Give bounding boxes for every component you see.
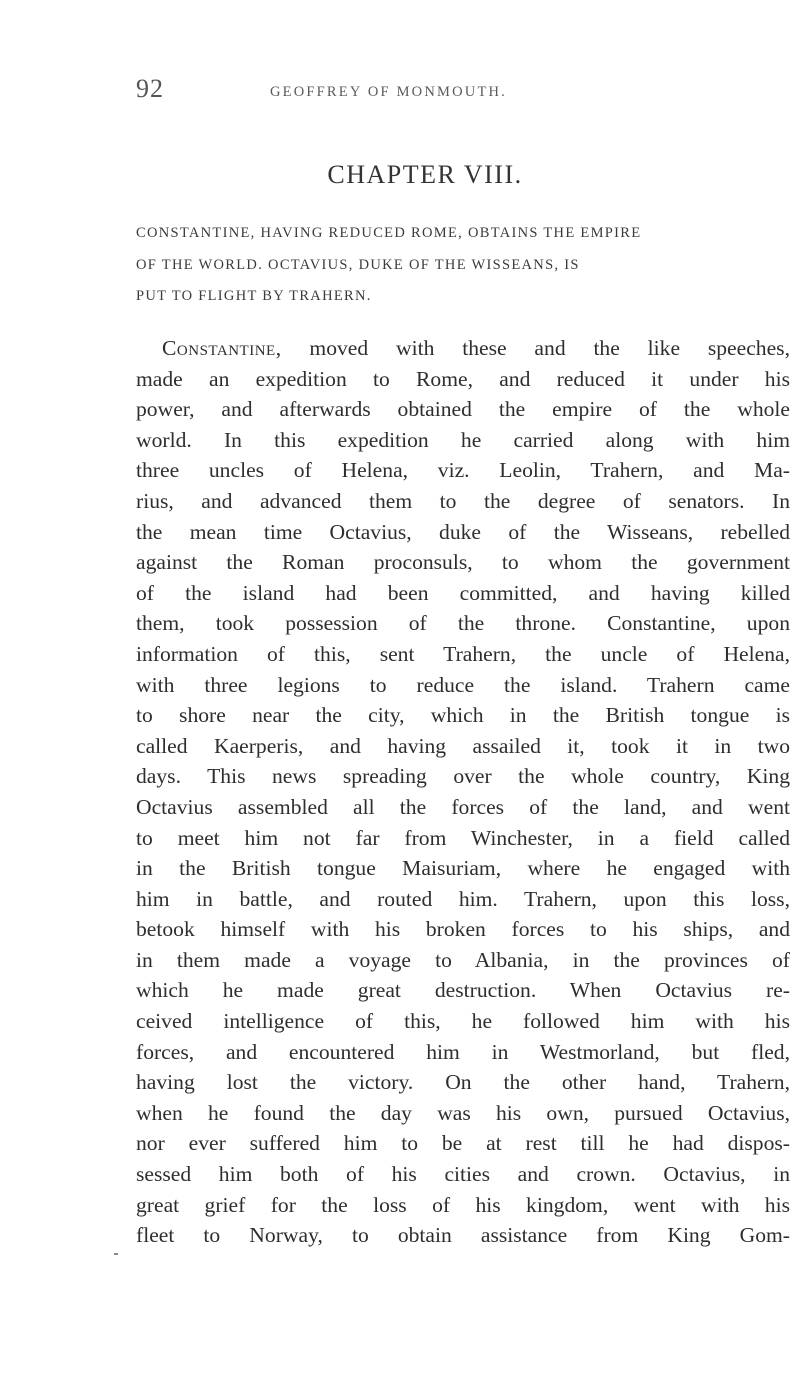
body-line: world. In this expedition he carried along with him bbox=[136, 427, 790, 452]
body-line: rius, and advanced them to the degree of senators. In bbox=[136, 488, 790, 513]
running-head: GEOFFREY OF MONMOUTH. bbox=[270, 84, 508, 100]
body-line: him in battle, and routed him. Trahern, upon this loss, bbox=[136, 886, 790, 911]
body-line: having lost the victory. On the other hand, Trahern, bbox=[136, 1070, 790, 1095]
chapter-summary-line: OF THE WORLD. OCTAVIUS, DUKE OF THE WISSEANS, IS bbox=[136, 256, 580, 273]
body-line: the mean time Octavius, duke of the Wisseans, rebelled bbox=[136, 519, 790, 544]
chapter-summary-line: PUT TO FLIGHT BY TRAHERN. bbox=[136, 288, 372, 304]
body-line: made an expedition to Rome, and reduced it under his bbox=[136, 366, 790, 391]
body-line: in the British tongue Maisuriam, where he engaged with bbox=[136, 856, 790, 881]
body-line: called Kaerperis, and having assailed it, took it in two bbox=[136, 733, 790, 758]
body-line: sessed him both of his cities and crown. Octavius, in bbox=[136, 1162, 790, 1187]
body-line: which he made great destruction. When Octavius re- bbox=[136, 978, 790, 1003]
body-line: in them made a voyage to Albania, in the provinces of bbox=[136, 947, 790, 972]
body-line: forces, and encountered him in Westmorland, but fled, bbox=[136, 1039, 790, 1064]
body-line: to shore near the city, which in the British tongue is bbox=[136, 703, 790, 728]
body-line: information of this, sent Trahern, the uncle of Helena, bbox=[136, 641, 790, 666]
body-line: to meet him not far from Winchester, in a field called bbox=[136, 825, 790, 850]
body-line: when he found the day was his own, pursued Octavius, bbox=[136, 1100, 790, 1125]
body-line: great grief for the loss of his kingdom, went with his bbox=[136, 1192, 790, 1217]
ink-speck bbox=[114, 1253, 118, 1255]
body-line: with three legions to reduce the island. Trahern came bbox=[136, 672, 790, 697]
body-line: three uncles of Helena, viz. Leolin, Trahern, and Ma- bbox=[136, 458, 790, 483]
lead-word: Constantine, bbox=[162, 336, 282, 360]
body-line: ceived intelligence of this, he followed him with his bbox=[136, 1009, 790, 1034]
body-line: nor ever suffered him to be at rest till he had dispos- bbox=[136, 1131, 790, 1156]
body-paragraph bbox=[136, 333, 790, 1251]
body-line: against the Roman proconsuls, to whom the government bbox=[136, 550, 790, 575]
body-line: them, took possession of the throne. Constantine, upon bbox=[136, 611, 790, 636]
page-number: 92 bbox=[136, 74, 164, 103]
chapter-summary bbox=[136, 218, 796, 313]
body-line: power, and afterwards obtained the empire of the whole bbox=[136, 397, 790, 422]
first-line-text: moved with these and the like speeches, bbox=[309, 336, 790, 360]
body-line: betook himself with his broken forces to his ships, and bbox=[136, 917, 790, 942]
body-line bbox=[136, 333, 790, 364]
body-line: fleet to Norway, to obtain assistance from King Gom- bbox=[136, 1223, 790, 1248]
chapter-title: CHAPTER VIII. bbox=[327, 160, 523, 189]
body-line: Octavius assembled all the forces of the land, and went bbox=[136, 794, 790, 819]
body-line: of the island had been committed, and having killed bbox=[136, 580, 790, 605]
chapter-summary-line: CONSTANTINE, HAVING REDUCED ROME, OBTAINS THE EMPIRE bbox=[136, 225, 642, 241]
body-line: days. This news spreading over the whole country, King bbox=[136, 764, 790, 789]
